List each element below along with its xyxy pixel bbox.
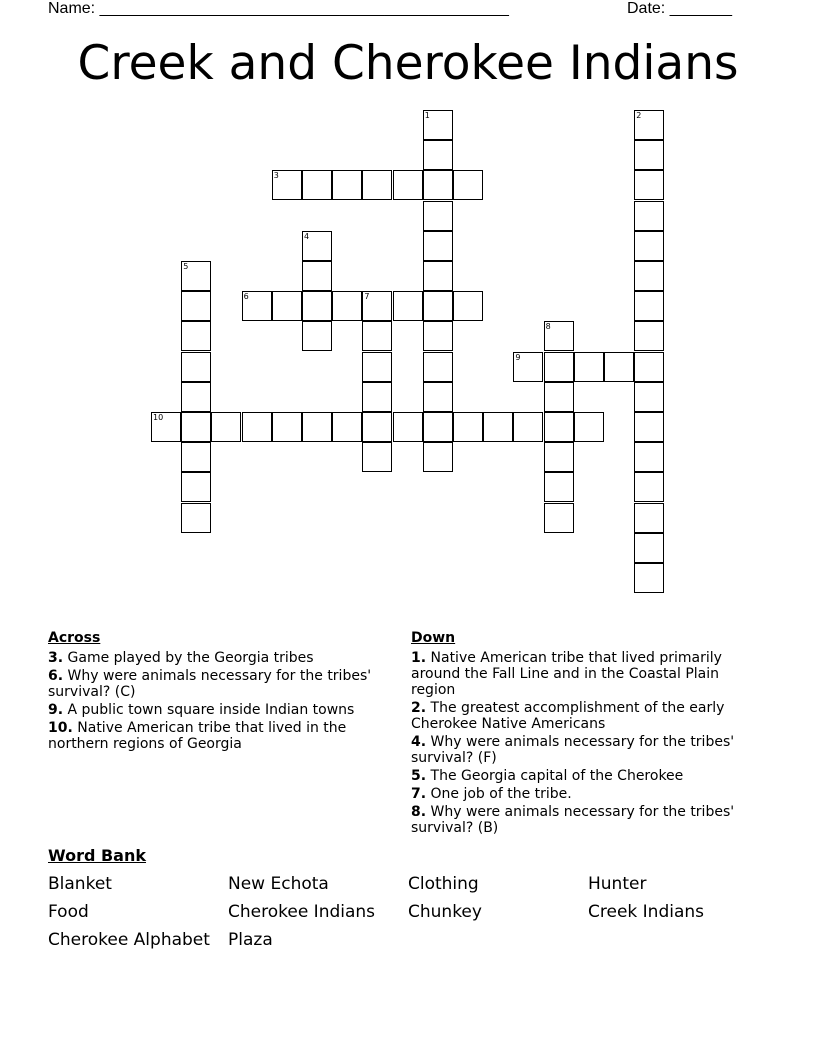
grid-cell[interactable] xyxy=(181,321,211,351)
word-bank-item: Plaza xyxy=(228,930,273,950)
grid-cell[interactable] xyxy=(362,442,392,472)
clue-number: 5 xyxy=(183,262,189,271)
grid-cell[interactable] xyxy=(332,170,362,200)
grid-cell[interactable] xyxy=(393,412,423,442)
clue-item xyxy=(411,768,756,784)
word-bank-item: Blanket xyxy=(48,874,112,894)
grid-cell[interactable] xyxy=(423,140,453,170)
header xyxy=(48,0,748,20)
grid-cell[interactable] xyxy=(544,412,574,442)
grid-cell[interactable] xyxy=(634,231,664,261)
grid-cell[interactable] xyxy=(423,321,453,351)
clue-number: 1 xyxy=(424,111,430,120)
clue-text: Why were animals necessary for the tribes' survival? (F) xyxy=(411,734,735,766)
grid-cell[interactable] xyxy=(574,352,604,382)
grid-cell[interactable] xyxy=(453,170,483,200)
clue-number: 9. xyxy=(48,702,64,718)
grid-cell[interactable] xyxy=(302,231,332,261)
grid-cell[interactable] xyxy=(544,442,574,472)
clue-item xyxy=(48,650,378,666)
across-clues xyxy=(48,630,378,754)
grid-cell[interactable] xyxy=(423,352,453,382)
clue-text: The greatest accomplishment of the early Cherokee Native Americans xyxy=(411,700,725,732)
grid-cell[interactable] xyxy=(634,503,664,533)
grid-cell[interactable] xyxy=(302,261,332,291)
grid-cell[interactable] xyxy=(544,472,574,502)
word-bank-item: Chunkey xyxy=(408,902,482,922)
grid-cell[interactable] xyxy=(423,201,453,231)
word-bank-item: Cherokee Alphabet xyxy=(48,930,210,950)
clue-number: 3. xyxy=(48,650,64,666)
grid-cell[interactable] xyxy=(302,412,332,442)
clue-text: Native American tribe that lived in the northern regions of Georgia xyxy=(48,720,347,752)
grid-cell[interactable] xyxy=(151,412,181,442)
grid-cell[interactable] xyxy=(423,231,453,261)
grid-cell[interactable] xyxy=(423,261,453,291)
grid-cell[interactable] xyxy=(634,201,664,231)
clue-item xyxy=(48,720,378,752)
grid-cell[interactable] xyxy=(544,382,574,412)
grid-cell[interactable] xyxy=(362,321,392,351)
clue-number: 7 xyxy=(364,292,370,302)
grid-cell[interactable] xyxy=(513,412,543,442)
clue-number: 8. xyxy=(411,804,427,820)
grid-cell[interactable] xyxy=(242,412,272,442)
clue-number: 6 xyxy=(243,292,249,302)
grid-cell[interactable] xyxy=(634,533,664,563)
grid-cell[interactable] xyxy=(181,352,211,382)
grid-cell[interactable] xyxy=(242,291,272,321)
clue-text: A public town square inside Indian towns xyxy=(63,702,355,718)
grid-cell[interactable] xyxy=(634,321,664,351)
grid-cell[interactable] xyxy=(634,412,664,442)
across-clue-list xyxy=(48,650,378,752)
down-clue-list xyxy=(411,650,756,836)
down-heading: Down xyxy=(411,630,456,646)
clue-number: 5. xyxy=(411,768,427,784)
grid-cell[interactable] xyxy=(423,412,453,442)
clue-item xyxy=(411,650,756,698)
clue-number: 2. xyxy=(411,700,427,716)
clue-text: The Georgia capital of the Cherokee xyxy=(426,768,684,784)
grid-cell[interactable] xyxy=(634,382,664,412)
word-bank-item: Creek Indians xyxy=(588,902,705,922)
grid-cell[interactable] xyxy=(302,291,332,321)
clue-item xyxy=(411,700,756,732)
grid-cell[interactable] xyxy=(574,412,604,442)
grid-cell[interactable] xyxy=(181,261,211,291)
clue-text: Native American tribe that lived primarily around the Fall Line and in the Coastal Plain region xyxy=(411,650,722,698)
grid-cell[interactable] xyxy=(544,321,574,351)
clue-item xyxy=(411,804,756,836)
grid-cell[interactable] xyxy=(302,321,332,351)
grid-cell[interactable] xyxy=(302,170,332,200)
clue-number: 10 xyxy=(153,413,164,422)
grid-cell[interactable] xyxy=(634,442,664,472)
grid-cell[interactable] xyxy=(634,472,664,502)
down-clues xyxy=(411,630,756,838)
grid-cell[interactable] xyxy=(181,503,211,533)
grid-cell[interactable] xyxy=(634,140,664,170)
name-field[interactable]: Name: ______________________________________________ xyxy=(48,0,509,17)
date-field[interactable]: Date: _______ xyxy=(627,0,732,17)
grid-cell[interactable] xyxy=(362,382,392,412)
clue-number: 7. xyxy=(411,786,427,802)
grid-cell[interactable] xyxy=(604,352,634,382)
grid-cell[interactable] xyxy=(483,412,513,442)
grid-cell[interactable] xyxy=(181,291,211,321)
grid-cell[interactable] xyxy=(453,291,483,321)
grid-cell[interactable] xyxy=(211,412,241,442)
word-bank-item: Cherokee Indians xyxy=(228,902,376,922)
grid-cell[interactable] xyxy=(634,261,664,291)
grid-cell[interactable] xyxy=(272,412,302,442)
grid-cell[interactable] xyxy=(423,110,453,140)
page-title: Creek and Cherokee Indians xyxy=(77,36,739,91)
grid-cell[interactable] xyxy=(393,291,423,321)
word-bank-item: Hunter xyxy=(588,874,647,894)
grid-cell[interactable] xyxy=(423,291,453,321)
grid-cell[interactable] xyxy=(181,382,211,412)
clue-number: 10. xyxy=(48,720,73,736)
word-bank-item: Clothing xyxy=(408,874,479,894)
clue-item xyxy=(48,668,378,700)
grid-cell[interactable] xyxy=(634,352,664,382)
grid-cell[interactable] xyxy=(544,352,574,382)
grid-cell[interactable] xyxy=(393,170,423,200)
clue-item xyxy=(411,734,756,766)
crossword-grid xyxy=(151,110,666,595)
grid-cell[interactable] xyxy=(453,412,483,442)
grid-cell[interactable] xyxy=(181,412,211,442)
grid-cell[interactable] xyxy=(362,412,392,442)
grid-cell[interactable] xyxy=(634,563,664,593)
clue-number: 9 xyxy=(515,352,521,362)
grid-cell[interactable] xyxy=(634,170,664,200)
grid-cell[interactable] xyxy=(272,170,302,200)
grid-cell[interactable] xyxy=(181,472,211,502)
clue-text: Game played by the Georgia tribes xyxy=(63,650,314,666)
grid-cell[interactable] xyxy=(423,442,453,472)
clue-number: 1. xyxy=(411,650,427,666)
grid-cell[interactable] xyxy=(362,352,392,382)
clue-number: 2 xyxy=(636,111,642,120)
grid-cell[interactable] xyxy=(181,442,211,472)
grid-cell[interactable] xyxy=(634,110,664,140)
clue-number: 6. xyxy=(48,668,64,684)
grid-cell[interactable] xyxy=(332,291,362,321)
word-bank-item: Food xyxy=(48,902,89,922)
word-bank-item: New Echota xyxy=(228,874,329,894)
clue-item xyxy=(411,786,756,802)
grid-cell[interactable] xyxy=(513,352,543,382)
grid-cell[interactable] xyxy=(272,291,302,321)
clue-number: 4 xyxy=(304,231,310,241)
grid-cell[interactable] xyxy=(423,382,453,412)
across-heading: Across xyxy=(48,630,101,646)
grid-cell[interactable] xyxy=(544,503,574,533)
word-bank-heading: Word Bank xyxy=(48,846,147,865)
clue-number: 4. xyxy=(411,734,427,750)
clue-text: Why were animals necessary for the tribes' survival? (B) xyxy=(411,804,735,836)
grid-cell[interactable] xyxy=(362,291,392,321)
grid-cell[interactable] xyxy=(362,170,392,200)
clue-number: 3 xyxy=(273,171,279,181)
clue-text: Why were animals necessary for the tribes' survival? (C) xyxy=(48,668,372,700)
clue-number: 8 xyxy=(545,322,551,332)
clue-text: One job of the tribe. xyxy=(426,786,572,802)
grid-cell[interactable] xyxy=(634,291,664,321)
grid-cell[interactable] xyxy=(423,170,453,200)
clue-item xyxy=(48,702,378,718)
grid-cell[interactable] xyxy=(332,412,362,442)
